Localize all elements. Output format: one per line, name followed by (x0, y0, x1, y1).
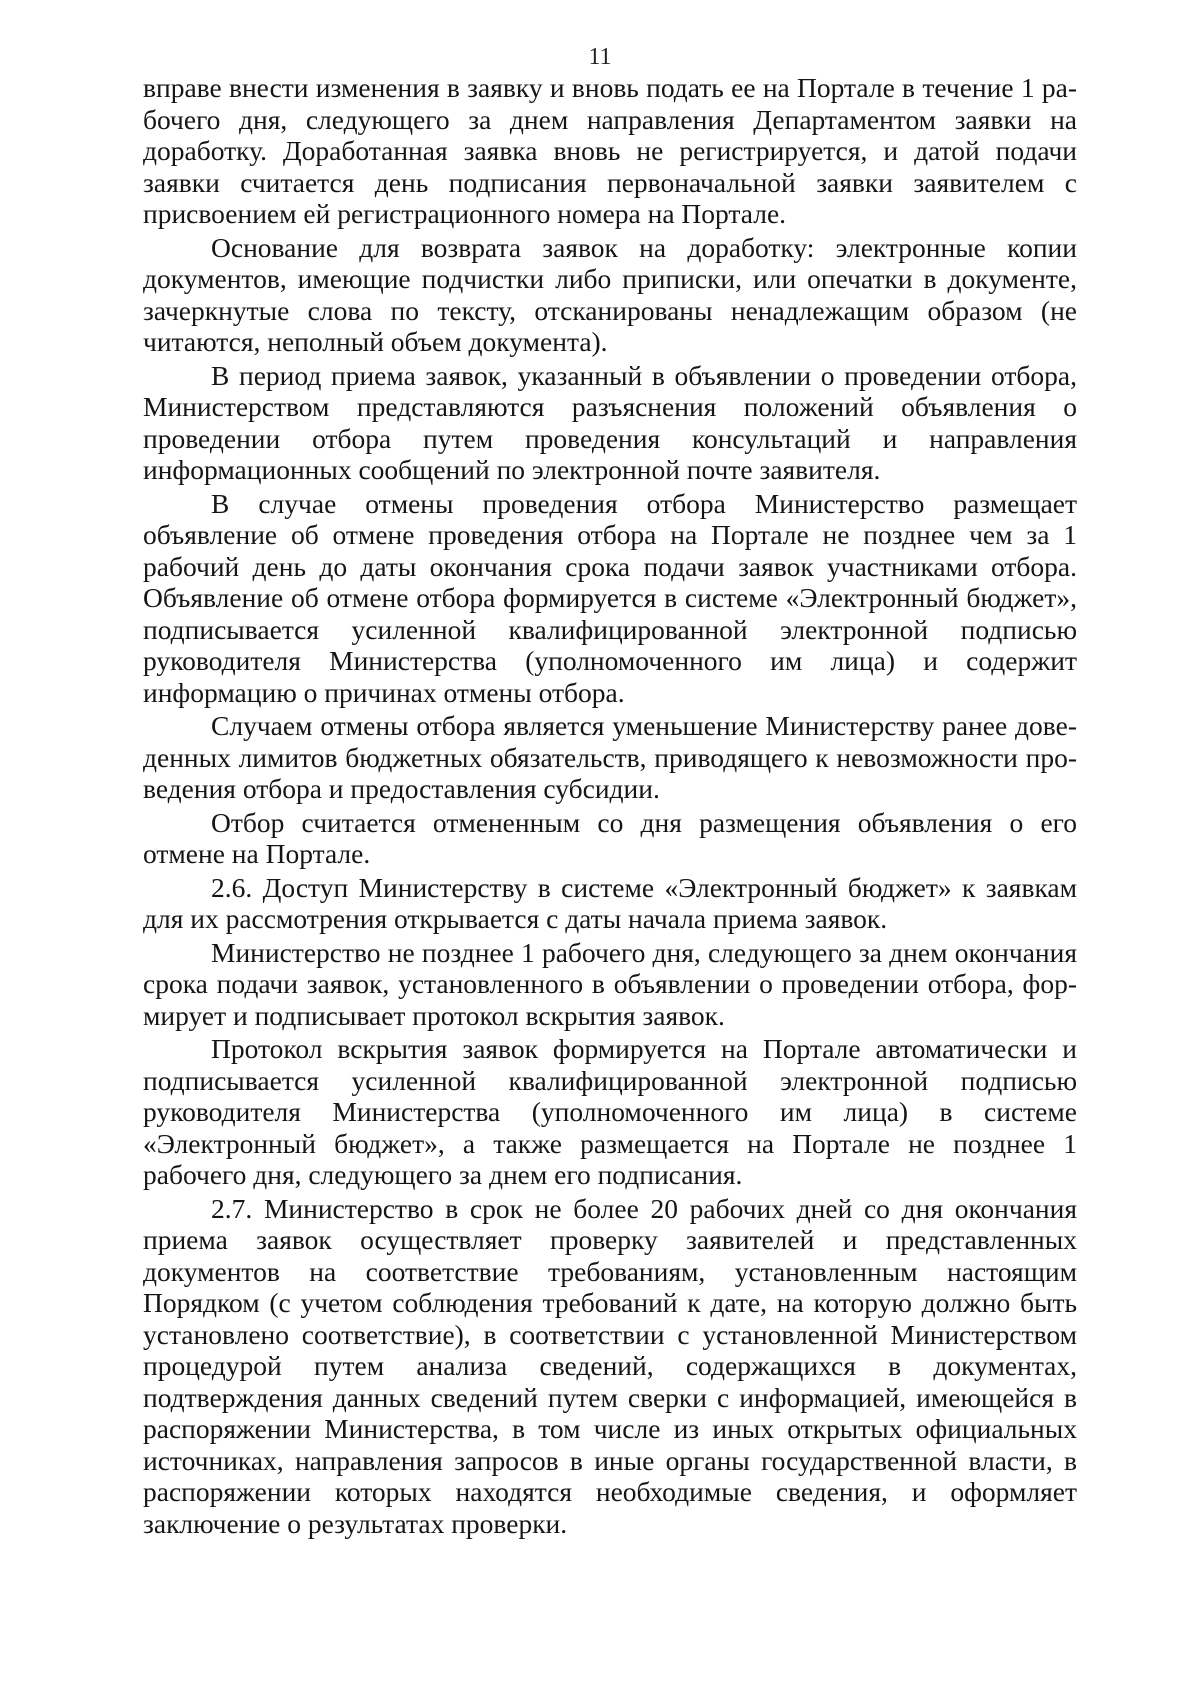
paragraph-return-grounds: Основание для возврата заявок на доработку: электронные копии документов, имеющие подчистки либо приписки, или опечатки в документе, зачеркнутые слова по тексту, отсканированы ненадлежащим образом (не читаются, неполный объем документа). (143, 231, 1077, 357)
paragraph-opening-protocol: Министерство не позднее 1 рабочего дня, следующего за днем окончания срока подачи заявок, установленного в объявлении о проведении отбора, формирует и подписывает протокол вскрытия заявок. (143, 936, 1077, 1031)
paragraph-section-2-7: 2.7. Министерство в срок не более 20 рабочих дней со дня окончания приема заявок осуществляет проверку заявителей и представленных документов на соответствие требованиям, установленным настоящим Порядком (с учетом соблюдения требований к дате, на которую должно быть установлено соответствие), в соответствии с установленной Министерством процедурой путем анализа сведений, содержащихся в документах, подтверждения данных сведений путем сверки с информацией, имеющейся в распоряжении Министерства, в том числе из иных открытых официальных источниках, направления запросов в иные органы государственной власти, в распоряжении которых находятся необходимые сведения, и оформляет заключение о результатах проверки. (143, 1192, 1077, 1539)
page-number: 11 (588, 44, 612, 70)
paragraph-section-2-6: 2.6. Доступ Министерству в системе «Электронный бюджет» к заявкам для их рассмотрения открывается с даты начала приема заявок. (143, 871, 1077, 934)
paragraph-continuation: вправе внести изменения в заявку и вновь подать ее на Портале в течение 1 рабочего дня, следующего за днем направления Департаментом заявки на доработку. Доработанная заявка вновь не регистрируется, и датой подачи заявки считается день подписания первоначальной заявки заявителем с присвоением ей регистрационного номера на Портале. (143, 72, 1077, 229)
paragraph-cancellation-case: Случаем отмены отбора является уменьшение Министерству ранее доведенных лимитов бюджетных обязательств, приводящего к невозможности проведения отбора и предоставления субсидии. (143, 710, 1077, 804)
paragraph-cancellation-effective: Отбор считается отмененным со дня размещения объявления о его отмене на Портале. (143, 806, 1077, 869)
paragraph-protocol-signing: Протокол вскрытия заявок формируется на Портале автоматически и подписывается усиленной квалифицированной электронной подписью руководителя Министерства (уполномоченного им лица) в системе «Электронный бюджет», а также размещается на Портале не позднее 1 рабочего дня, следующего за днем его подписания. (143, 1033, 1077, 1190)
paragraph-cancellation-notice: В случае отмены проведения отбора Министерство размещает объявление об отмене проведения отбора на Портале не позднее чем за 1 рабочий день до даты окончания срока подачи заявок участниками отбора. Объявление об отмене отбора формируется в системе «Электронный бюджет», подписывается усиленной квалифицированной электронной подписью руководителя Министерства (уполномоченного им лица) и содержит информацию о причинах отмены отбора. (143, 487, 1077, 708)
paragraph-clarifications: В период приема заявок, указанный в объявлении о проведении отбора, Министерством представляются разъяснения положений объявления о проведении отбора путем проведения консультаций и направления информационных сообщений по электронной почте заявителя. (143, 359, 1077, 485)
document-body (143, 72, 1077, 1541)
